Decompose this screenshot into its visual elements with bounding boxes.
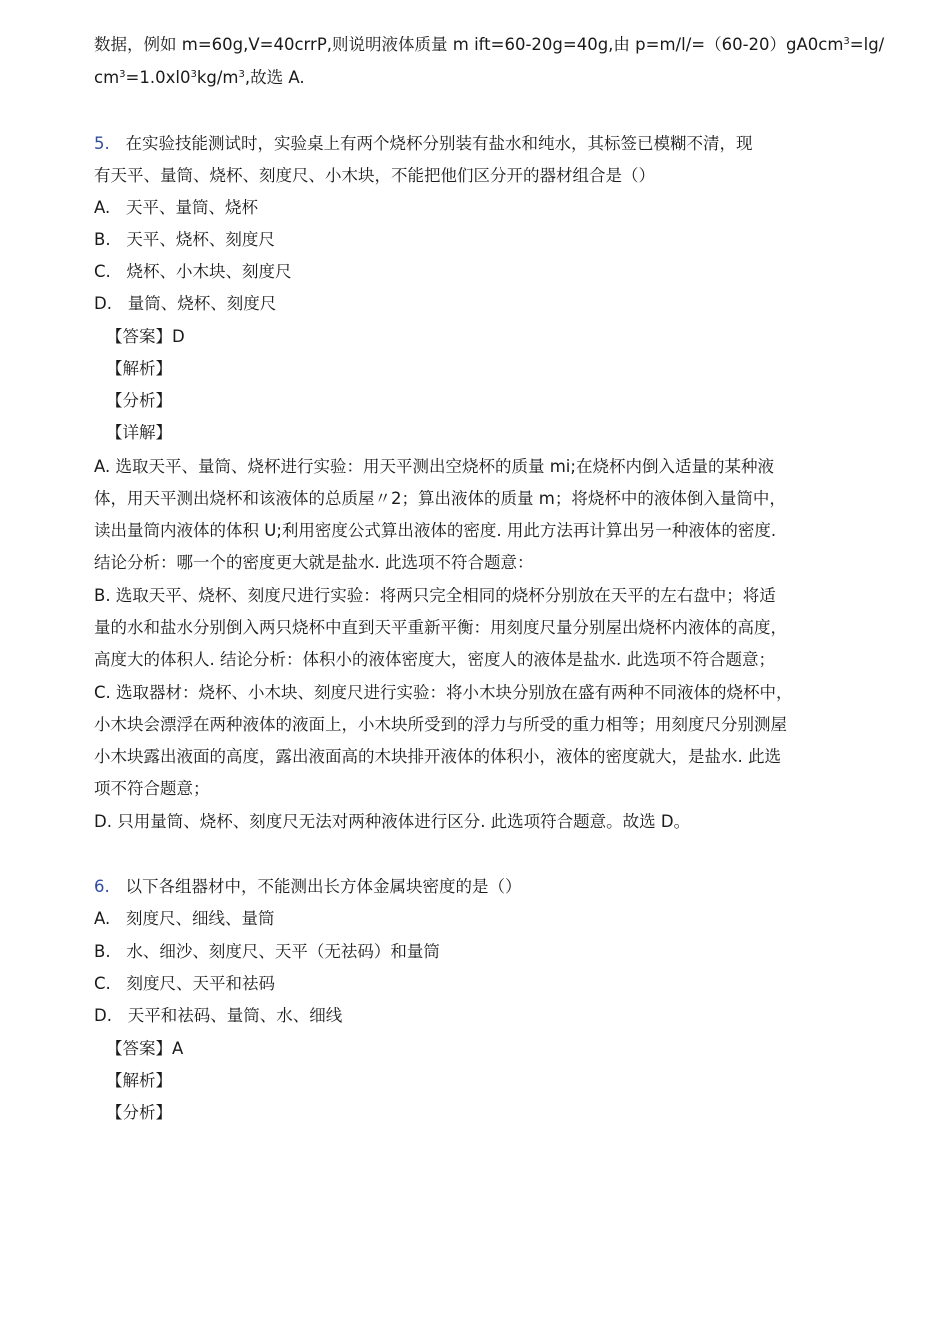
question-number: 5. (94, 134, 110, 153)
intro-text: =1.0xl0 (125, 68, 191, 87)
explanation-line: 项不符合题意； (94, 779, 210, 798)
question-number: 6. (94, 877, 110, 896)
question-stem: 在实验技能测试时，实验桌上有两个烧杯分别装有盐水和纯水，其标签已模糊不清，现 (125, 134, 753, 153)
option-text: 烧杯、小木块、刻度尺 (126, 262, 292, 281)
intro-line-1-tail: =lg/ (849, 35, 885, 54)
option-label: D. (94, 294, 112, 313)
option-text: 量筒、烧杯、刻度尺 (127, 294, 277, 313)
q5-option-d (94, 293, 276, 315)
q6-answer: 【答案】A (106, 1039, 184, 1058)
q6-option-c (94, 973, 275, 995)
explanation-line: 量的水和盐水分别倒入两只烧杯中直到天平重新平衡：用刻度尺量分别屋出烧杯内液体的高度， (94, 618, 787, 637)
explanation-line: 体，用天平测出烧杯和该液体的总质屋〃2；算出液体的质量 m；将烧杯中的液体倒入量筒中， (94, 489, 786, 508)
q6-analysis-heading: 【解析】 (106, 1071, 172, 1090)
superscript: 3 (843, 36, 850, 47)
q5-stem-line-1 (94, 133, 753, 155)
option-text: 水、细沙、刻度尺、天平（无祛码）和量筒 (126, 942, 440, 961)
q5-fenxi-heading: 【分析】 (106, 391, 172, 410)
option-text: 刻度尺、天平和祛码 (126, 974, 276, 993)
option-label: A. (94, 198, 111, 217)
option-label: A. (94, 909, 111, 928)
explanation-line: 结论分析：哪一个的密度更大就是盐水. 此选项不符合题意： (94, 553, 534, 572)
option-label: B. (94, 230, 111, 249)
option-label: C. (94, 262, 111, 281)
q6-option-a (94, 908, 275, 930)
q5-answer: 【答案】D (106, 327, 185, 346)
q5-option-c (94, 261, 292, 283)
option-text: 天平、烧杯、刻度尺 (126, 230, 275, 249)
intro-text: kg/m (196, 68, 239, 87)
q5-stem-line-2: 有天平、量筒、烧杯、刻度尺、小木块，不能把他们区分开的器材组合是（） (94, 166, 655, 185)
superscript: 3 (190, 69, 197, 80)
q5-analysis-heading: 【解析】 (106, 359, 172, 378)
option-text: 天平、量筒、烧杯 (126, 198, 258, 217)
option-label: D. (94, 1006, 112, 1025)
explanation-line: 读出量筒内液体的体积 U;利用密度公式算出液体的密度. 用此方法再计算出另一种液体的密度. (94, 521, 777, 540)
option-text: 天平和祛码、量筒、水、细线 (127, 1006, 343, 1025)
explanation-line: 小木块会漂浮在两种液体的液面上，小木块所受到的浮力与所受的重力相等；用刻度尺分别测屋 (94, 715, 787, 734)
intro-line-1 (94, 34, 884, 56)
explanation-line: B. 选取天平、烧杯、刻度尺进行实验：将两只完全相同的烧杯分别放在天平的左右盘中；将适 (94, 586, 776, 605)
intro-text: cm (94, 68, 120, 87)
option-label: C. (94, 974, 111, 993)
question-stem: 以下各组器材中，不能测出长方体金属块密度的是（） (125, 877, 522, 896)
q6-option-d (94, 1005, 342, 1027)
superscript: 3 (238, 69, 245, 80)
intro-line-2 (94, 67, 305, 89)
option-text: 刻度尺、细线、量筒 (126, 909, 275, 928)
q5-option-b (94, 229, 275, 251)
explanation-line: A. 选取天平、量筒、烧杯进行实验：用天平测出空烧杯的质量 mi;在烧杯内倒入适量的某种液 (94, 457, 774, 476)
q5-detail-heading: 【详解】 (106, 423, 172, 442)
intro-line-1-text: 数据，例如 m=60g,V=40crrP,则说明液体质量 m ift=60-20g=40g,由 p=m/l/=（60-20）gA0cm (94, 35, 844, 54)
q5-option-a (94, 197, 258, 219)
superscript: 3 (119, 69, 126, 80)
explanation-line: C. 选取器材：烧杯、小木块、刻度尺进行实验：将小木块分别放在盛有两种不同液体的烧杯中， (94, 683, 793, 702)
explanation-line: 小木块露出液面的高度，露出液面高的木块排开液体的体积小，液体的密度就大，是盐水. 此选 (94, 747, 781, 766)
explanation-line: D. 只用量筒、烧杯、刻度尺无法对两种液体进行区分. 此选项符合题意。故选 D。 (94, 812, 691, 831)
option-label: B. (94, 942, 111, 961)
q6-option-b (94, 941, 440, 963)
explanation-line: 高度大的体积人. 结论分析：体积小的液体密度大，密度人的液体是盐水. 此选项不符合题意； (94, 650, 775, 669)
intro-text: ,故选 A. (244, 68, 305, 87)
q6-fenxi-heading: 【分析】 (106, 1103, 172, 1122)
q6-stem (94, 876, 522, 898)
